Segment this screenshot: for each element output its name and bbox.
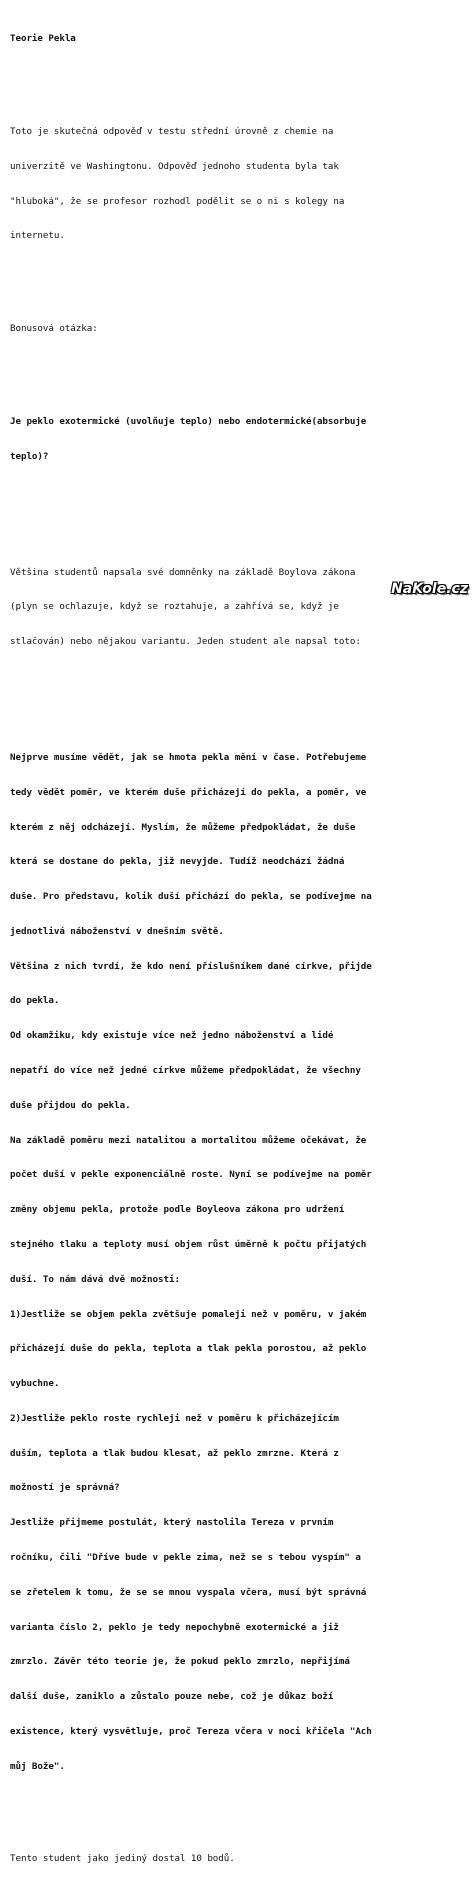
- document-title: Teorie Pekla: [10, 33, 76, 45]
- answer-line: můj Bože".: [10, 1760, 65, 1772]
- answer-line: přicházejí duše do pekla, teplota a tlak pekla porostou, až peklo: [10, 1343, 367, 1355]
- site-watermark: NaKole.cz: [391, 581, 468, 597]
- answer-line: varianta číslo 2, peklo je tedy nepochybně exotermické a již: [10, 1621, 339, 1633]
- answer-line: Na základě poměru mezi natalitou a mortalitou můžeme očekávat, že: [10, 1134, 367, 1146]
- answer-line: Jestliže přijmeme postulát, který nastolila Tereza v prvním: [10, 1517, 334, 1529]
- answer-line: stejného tlaku a teploty musí objem růst úměrně k počtu přijatých: [10, 1238, 367, 1250]
- question: [10, 393, 462, 486]
- answer-line: počet duší v pekle exponenciálně roste. Nyní se podívejme na poměr: [10, 1169, 372, 1181]
- answer-line: do pekla.: [10, 995, 60, 1007]
- intro-line: Toto je skutečná odpověď v testu střední úrovně z chemie na: [10, 125, 334, 137]
- answer-line: Od okamžiku, kdy existuje více než jedno náboženství a lidé: [10, 1030, 334, 1042]
- answer-line: 1)Jestliže se objem pekla zvětšuje pomaleji než v poměru, v jakém: [10, 1308, 367, 1320]
- intro-line: "hluboká", že se profesor rozhodl podělit se o ni s kolegy na: [10, 195, 345, 207]
- answer-line: další duše, zaniklo a zůstalo pouze nebe, což je důkaz boží: [10, 1691, 334, 1703]
- answer-line: tedy vědět poměr, ve kterém duše přicházejí do pekla, a poměr, ve: [10, 786, 367, 798]
- answer-line: ročníku, čili "Dříve bude v pekle zima, než se s tebou vyspím" a: [10, 1551, 361, 1563]
- majority-paragraph: [10, 543, 462, 671]
- majority-line: Většina studentů napsala své domněnky na základě Boylova zákona: [10, 566, 356, 578]
- answer-line: zmrzlo. Závěr této teorie je, že pokud peklo zmrzlo, nepřijímá: [10, 1656, 350, 1668]
- answer-line: změny objemu pekla, protože podle Boyleova zákona pro udržení: [10, 1204, 345, 1216]
- answer-line: existence, který vysvětluje, proč Tereza včera v noci křičela "Ach: [10, 1725, 372, 1737]
- answer-line: možností je správná?: [10, 1482, 120, 1494]
- question-line: teplo)?: [10, 450, 49, 462]
- majority-line: stlačován) nebo nějakou variantu. Jeden student ale napsal toto:: [10, 636, 361, 648]
- student-answer: [10, 729, 462, 1796]
- answer-line: kterém z něj odcházejí. Myslím, že můžeme předpokládat, že duše: [10, 821, 356, 833]
- answer-line: Většina z nich tvrdí, že kdo není příslušníkem dané církve, přijde: [10, 960, 372, 972]
- answer-line: duše přijdou do pekla.: [10, 1099, 131, 1111]
- answer-line: duším, teplota a tlak budou klesat, až peklo zmrzne. Která z: [10, 1447, 339, 1459]
- answer-line: duše. Pro představu, kolik duší přichází do pekla, se podívejme na: [10, 891, 372, 903]
- answer-line: vybuchne.: [10, 1378, 60, 1390]
- intro-paragraph: [10, 103, 462, 265]
- document: [10, 10, 462, 1877]
- intro-line: univerzitě ve Washingtonu. Odpověď jednoho studenta byla tak: [10, 160, 339, 172]
- bonus-label: Bonusová otázka:: [10, 323, 98, 335]
- answer-line: nepatří do více než jedné církve můžeme předpokládat, že všechny: [10, 1065, 361, 1077]
- question-line: Je peklo exotermické (uvolňuje teplo) nebo endotermické(absorbuje: [10, 415, 367, 427]
- majority-line: (plyn se ochlazuje, když se roztahuje, a zahřívá se, když je: [10, 601, 339, 613]
- answer-line: duší. To nám dává dvě možnosti:: [10, 1273, 180, 1285]
- answer-line: 2)Jestliže peklo roste rychleji než v poměru k přicházejícím: [10, 1412, 339, 1424]
- answer-line: se zřetelem k tomu, že se se mnou vyspala včera, musí být správná: [10, 1586, 367, 1598]
- conclusion: Tento student jako jediný dostal 10 bodů.: [10, 1853, 235, 1865]
- answer-line: jednotlivá náboženství v dnešním světě.: [10, 925, 224, 937]
- intro-line: internetu.: [10, 230, 65, 242]
- answer-line: která se dostane do pekla, již nevyjde. Tudíž neodchází žádná: [10, 856, 345, 868]
- answer-line: Nejprve musíme vědět, jak se hmota pekla mění v čase. Potřebujeme: [10, 752, 367, 763]
